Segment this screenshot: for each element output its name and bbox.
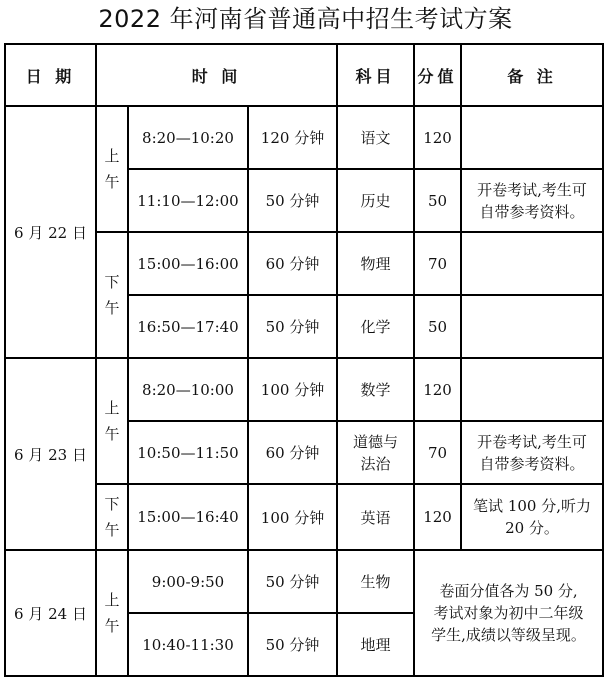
- note-text: 开卷考试,考生可: [477, 180, 587, 199]
- period-cell-pm: [96, 232, 128, 358]
- time-cell: 10:40-11:30: [128, 613, 248, 676]
- subject-cell: 历史: [337, 169, 414, 232]
- duration-cell: 100 分钟: [248, 484, 337, 550]
- header-row: [5, 44, 603, 106]
- subject-text: 道德与: [353, 432, 399, 451]
- duration-cell: 60 分钟: [248, 421, 337, 484]
- score-cell: 120: [414, 106, 461, 169]
- period-label: 上: [104, 147, 120, 165]
- score-cell: 70: [414, 421, 461, 484]
- duration-cell: 100 分钟: [248, 358, 337, 421]
- period-label: 午: [104, 521, 120, 539]
- note-text: 自带参考资料。: [479, 202, 585, 221]
- note-text: 笔试 100 分,听力: [473, 497, 591, 515]
- note-text: 卷面分值各为 50 分,: [439, 582, 578, 600]
- exam-schedule-table: [4, 43, 604, 677]
- header-score: 分值: [414, 44, 461, 106]
- subject-cell: 物理: [337, 232, 414, 295]
- subject-cell: 语文: [337, 106, 414, 169]
- page-title: 2022 年河南省普通高中招生考试方案: [98, 5, 513, 33]
- note-cell: [461, 232, 603, 295]
- time-cell: 16:50—17:40: [128, 295, 248, 358]
- time-cell: 15:00—16:00: [128, 232, 248, 295]
- note-text: 自带参考资料。: [479, 454, 585, 473]
- subject-cell: 英语: [337, 484, 414, 550]
- period-cell-am: [96, 106, 128, 232]
- table-row: [5, 358, 603, 421]
- note-text: 学生,成绩以等级呈现。: [431, 626, 586, 644]
- header-date: 日 期: [5, 44, 96, 106]
- period-label: 午: [104, 425, 120, 443]
- period-label: 午: [104, 299, 120, 317]
- time-cell: 8:20—10:20: [128, 106, 248, 169]
- time-cell: 15:00—16:40: [128, 484, 248, 550]
- duration-cell: 50 分钟: [248, 169, 337, 232]
- score-cell: 70: [414, 232, 461, 295]
- period-label: 下: [104, 495, 120, 513]
- date-cell: 6 月 23 日: [5, 358, 96, 550]
- subject-cell: 地理: [337, 613, 414, 676]
- score-cell: 50: [414, 169, 461, 232]
- period-cell-am: [96, 550, 128, 676]
- note-cell: [461, 421, 603, 484]
- score-cell: 120: [414, 484, 461, 550]
- header-note: 备 注: [461, 44, 603, 106]
- time-cell: 11:10—12:00: [128, 169, 248, 232]
- duration-cell: 120 分钟: [248, 106, 337, 169]
- duration-cell: 50 分钟: [248, 550, 337, 613]
- date-cell: 6 月 24 日: [5, 550, 96, 676]
- note-text: 20 分。: [505, 519, 559, 537]
- period-label: 上: [104, 399, 120, 417]
- period-label: 午: [104, 617, 120, 635]
- period-label: 午: [104, 173, 120, 191]
- note-text: 考试对象为初中二年级: [433, 604, 584, 622]
- note-text: 开卷考试,考生可: [477, 432, 587, 451]
- header-subject: 科目: [337, 44, 414, 106]
- table-row: [5, 550, 603, 613]
- score-cell: 120: [414, 358, 461, 421]
- time-cell: 10:50—11:50: [128, 421, 248, 484]
- note-cell: [461, 484, 603, 550]
- period-cell-pm: [96, 484, 128, 550]
- time-cell: 8:20—10:00: [128, 358, 248, 421]
- period-label: 上: [104, 591, 120, 609]
- subject-cell: 数学: [337, 358, 414, 421]
- duration-cell: 60 分钟: [248, 232, 337, 295]
- table-row: [5, 106, 603, 169]
- time-cell: 9:00-9:50: [128, 550, 248, 613]
- subject-cell: 生物: [337, 550, 414, 613]
- note-cell: [461, 169, 603, 232]
- note-cell: [461, 358, 603, 421]
- note-cell: [461, 295, 603, 358]
- subject-text: 法治: [360, 454, 391, 473]
- period-label: 下: [104, 273, 120, 291]
- date-cell: 6 月 22 日: [5, 106, 96, 358]
- subject-cell: [337, 421, 414, 484]
- note-cell: [461, 106, 603, 169]
- subject-cell: 化学: [337, 295, 414, 358]
- period-cell-am: [96, 358, 128, 484]
- header-time: 时 间: [96, 44, 337, 106]
- duration-cell: 50 分钟: [248, 613, 337, 676]
- note-cell: [414, 550, 603, 676]
- score-cell: 50: [414, 295, 461, 358]
- duration-cell: 50 分钟: [248, 295, 337, 358]
